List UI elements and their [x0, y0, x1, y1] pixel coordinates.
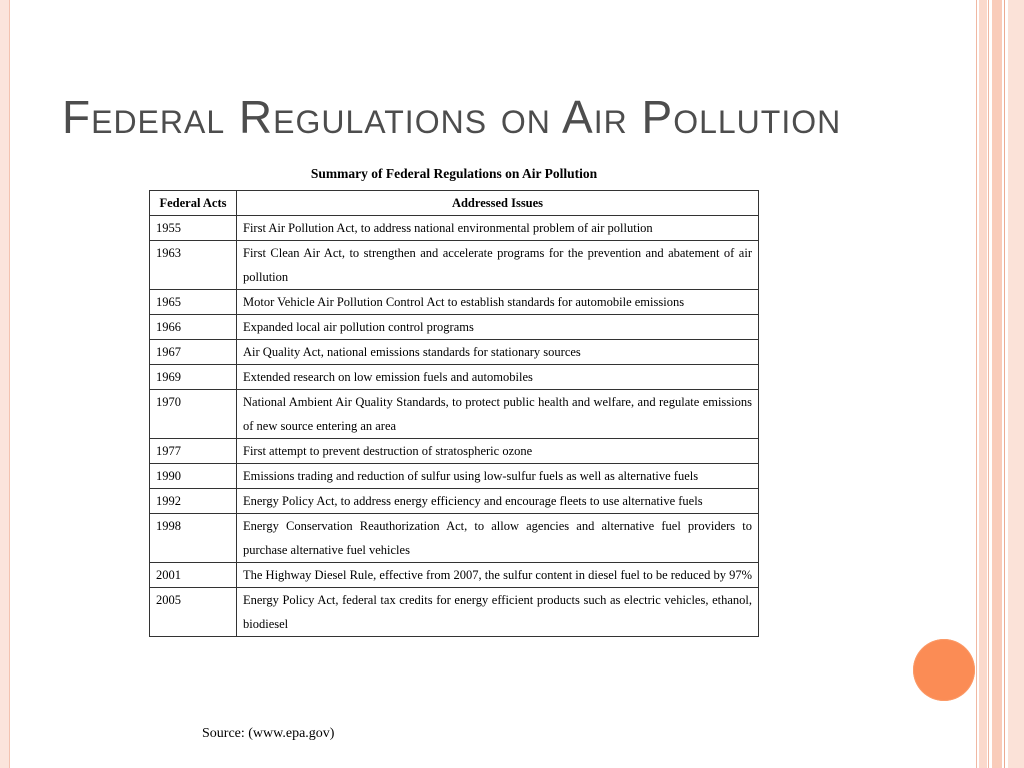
table-row [150, 563, 759, 588]
year-cell: 1955 [150, 216, 237, 241]
stripe-2 [979, 0, 987, 768]
table-row [150, 290, 759, 315]
stripe-3 [988, 0, 989, 768]
issue-cell: Energy Conservation Reauthorization Act, to allow agencies and alternative fuel providers to purchase alternative fuel vehicles [237, 514, 759, 563]
slide-title: Federal Regulations on Air Pollution [62, 91, 842, 143]
decorative-circle [913, 639, 975, 701]
issue-cell: Energy Policy Act, federal tax credits for energy efficient products such as electric vehicles, ethanol, biodiesel [237, 588, 759, 637]
year-cell: 1965 [150, 290, 237, 315]
issue-cell: Motor Vehicle Air Pollution Control Act to establish standards for automobile emissions [237, 290, 759, 315]
issue-cell: First attempt to prevent destruction of stratospheric ozone [237, 439, 759, 464]
issue-cell: The Highway Diesel Rule, effective from 2007, the sulfur content in diesel fuel to be reduced by 97% [237, 563, 759, 588]
stripe-6 [1008, 0, 1024, 768]
table-row [150, 315, 759, 340]
table-row [150, 464, 759, 489]
header-federal-acts: Federal Acts [150, 191, 237, 216]
table-row [150, 439, 759, 464]
stripe-5 [1004, 0, 1005, 768]
table-caption: Summary of Federal Regulations on Air Pollution [310, 166, 598, 181]
year-cell: 2005 [150, 588, 237, 637]
year-cell: 1966 [150, 315, 237, 340]
issue-cell: First Clean Air Act, to strengthen and accelerate programs for the prevention and abatement of air pollution [237, 241, 759, 290]
table-row [150, 390, 759, 439]
table-header-row [150, 191, 759, 216]
regulations-table [149, 190, 759, 637]
table-row [150, 241, 759, 290]
decorative-stripes [976, 0, 1024, 768]
table-row [150, 514, 759, 563]
left-frame-border [0, 0, 10, 768]
year-cell: 2001 [150, 563, 237, 588]
year-cell: 1970 [150, 390, 237, 439]
issue-cell: Expanded local air pollution control programs [237, 315, 759, 340]
header-addressed-issues: Addressed Issues [237, 191, 759, 216]
issue-cell: Energy Policy Act, to address energy efficiency and encourage fleets to use alternative fuels [237, 489, 759, 514]
stripe-4 [992, 0, 1002, 768]
table-row [150, 489, 759, 514]
table-row [150, 340, 759, 365]
issue-cell: First Air Pollution Act, to address national environmental problem of air pollution [237, 216, 759, 241]
issue-cell: National Ambient Air Quality Standards, to protect public health and welfare, and regulate emissions of new source entering an area [237, 390, 759, 439]
table-row [150, 365, 759, 390]
source-citation: Source: (www.epa.gov) [202, 726, 335, 741]
year-cell: 1967 [150, 340, 237, 365]
year-cell: 1998 [150, 514, 237, 563]
year-cell: 1963 [150, 241, 237, 290]
issue-cell: Air Quality Act, national emissions standards for stationary sources [237, 340, 759, 365]
year-cell: 1990 [150, 464, 237, 489]
year-cell: 1992 [150, 489, 237, 514]
table-row [150, 588, 759, 637]
year-cell: 1977 [150, 439, 237, 464]
issue-cell: Extended research on low emission fuels and automobiles [237, 365, 759, 390]
year-cell: 1969 [150, 365, 237, 390]
table-row [150, 216, 759, 241]
table-body [150, 216, 759, 637]
stripe-1 [976, 0, 977, 768]
issue-cell: Emissions trading and reduction of sulfur using low-sulfur fuels as well as alternative fuels [237, 464, 759, 489]
